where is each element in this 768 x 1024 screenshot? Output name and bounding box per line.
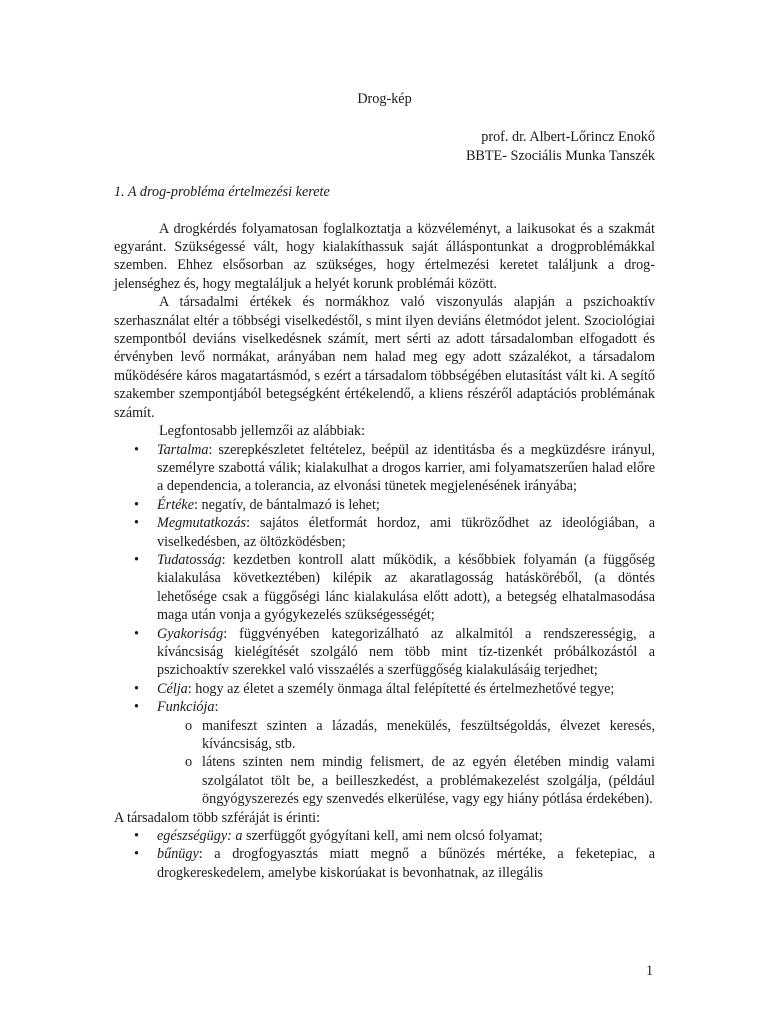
trait-term: Megmutatkozás (157, 515, 247, 532)
bullet-icon: • (134, 625, 139, 642)
functions-list (157, 717, 655, 809)
traits-intro: Legfontosabb jellemzői az alábbiak: (159, 423, 366, 440)
page-number: 1 (646, 963, 654, 979)
section-heading: 1. A drog-probléma értelmezési kerete (114, 184, 330, 201)
spheres-list (114, 827, 655, 882)
trait-text: : kezdetben kontroll alatt működik, a későbbiek folyamán (a függőség kialakulása következtében) kilépik az akaratlagosság hatásköréből, (a döntés lehetősége csak a függőségi lánc kialakulása előtt adott), a betegség elhatalmasodása maga után vonja a gyógykezelés szükségességét; (157, 551, 655, 624)
trait-term: Értéke (157, 496, 195, 513)
sphere-term: egészségügy: a (157, 828, 243, 845)
bullet-icon: • (134, 828, 139, 845)
list-item (114, 441, 655, 496)
trait-text: : (214, 699, 219, 716)
circle-bullet-icon: o (185, 754, 193, 771)
sphere-text: szerfüggőt gyógyítani kell, ami nem olcsó folyamat; (242, 828, 543, 845)
society-intro: A társadalom több szféráját is érinti: (114, 809, 321, 826)
list-item (114, 698, 655, 808)
bullet-icon: • (134, 680, 139, 697)
list-item (157, 717, 655, 754)
trait-term: Tudatosság (157, 551, 222, 568)
sphere-term: bűnügy (157, 846, 199, 863)
trait-term: Gyakoriság (157, 625, 224, 642)
trait-text: : szerepkészletet feltételez, beépül az identitásba és a megküzdésre irányul, személyre szabottá válik; kialakulhat a drogos karrier, ami folyamatszerűen halad előre a dependencia, a tolerancia, az elvonási tünetek megjelenésének irányába; (157, 441, 655, 495)
author-name: prof. dr. Albert-Lőrincz Enokő (481, 129, 655, 146)
paragraph-1: A drogkérdés folyamatosan foglalkoztatja a közvéleményt, a laikusokat és a szakmát egyaránt. Szükségessé vált, hogy kialakíthassuk saját álláspontunkat a drogproblémákkal szemben. Ehhez elsősorban az szükséges, hogy értelmezési keretet találjunk a drog-jelenséghez és, hogy megtaláljuk a helyét korunk problémái között. (114, 220, 655, 292)
list-item (114, 625, 655, 680)
trait-text: : negatív, de bántalmazó is lehet; (194, 496, 380, 513)
circle-bullet-icon: o (185, 717, 193, 734)
list-item (114, 496, 655, 514)
author-affiliation: BBTE- Szociális Munka Tanszék (465, 147, 655, 164)
list-item (157, 753, 655, 808)
trait-text: : hogy az életet a személy önmaga által felépítetté és értelmezhetővé tegye; (187, 680, 615, 697)
document-title: Drog-kép (357, 91, 412, 107)
trait-text: : függvényében kategorizálható az alkalmitól a rendszerességig, a kíváncsiság kielégítését szolgáló nem több mint tíz-tizenkét próbálkozástól a pszichoaktív szerekkel való visszaélés a szerfüggőség kialakulásáig terjedhet; (157, 625, 655, 679)
list-item (114, 827, 655, 845)
function-text: manifeszt szinten a lázadás, menekülés, feszültségoldás, élvezet keresés, kíváncsiság, stb. (202, 717, 655, 752)
bullet-icon: • (134, 441, 139, 458)
bullet-icon: • (134, 846, 139, 863)
bullet-icon: • (134, 515, 139, 532)
trait-term: Tartalma (157, 441, 209, 458)
traits-list (114, 441, 655, 809)
trait-term: Célja (157, 680, 188, 697)
trait-term: Funkciója (157, 699, 215, 716)
list-item (114, 845, 655, 882)
list-item (114, 551, 655, 625)
list-item (114, 680, 655, 698)
list-item (114, 514, 655, 551)
bullet-icon: • (134, 551, 139, 568)
paragraph-2: A társadalmi értékek és normákhoz való viszonyulás alapján a pszichoaktív szerhasználat eltér a többségi viselkedéstől, s mint ilyen deviáns életmódot jelent. Szociológiai szempontból deviáns viselkedésnek számít, mert sérti az adott társadalomban elfogadott és érvényben levő normákat, arányában nem halad meg egy adott százalékot, a társadalom működésére káros magatartásmód, s ezért a társadalom többségében elutasítást vált ki. A segítő szakember szempontjából betegségként értékelendő, a kliens részéről adaptációs problémának számít. (114, 294, 655, 421)
function-text: látens szinten nem mindig felismert, de az egyén életében mindig valami szolgálatot tölt be, a beilleszkedést, a problémakezelést szolgálja, (például öngyógyszerezés egy szenvedés elkerülése, vagy egy hiány pótlása érdekében). (202, 754, 655, 808)
bullet-icon: • (134, 496, 139, 513)
bullet-icon: • (134, 699, 139, 716)
author-block (114, 128, 655, 165)
sphere-text: : a drogfogyasztás miatt megnő a bűnözés mértéke, a feketepiac, a drogkereskedelem, amelybe kiskorúakat is bevonhatnak, az illegális (157, 846, 655, 881)
trait-text: : sajátos életformát hordoz, ami tükröződhet az ideológiában, a viselkedésben, az öltözködésben; (157, 515, 655, 550)
document-page (114, 90, 655, 882)
